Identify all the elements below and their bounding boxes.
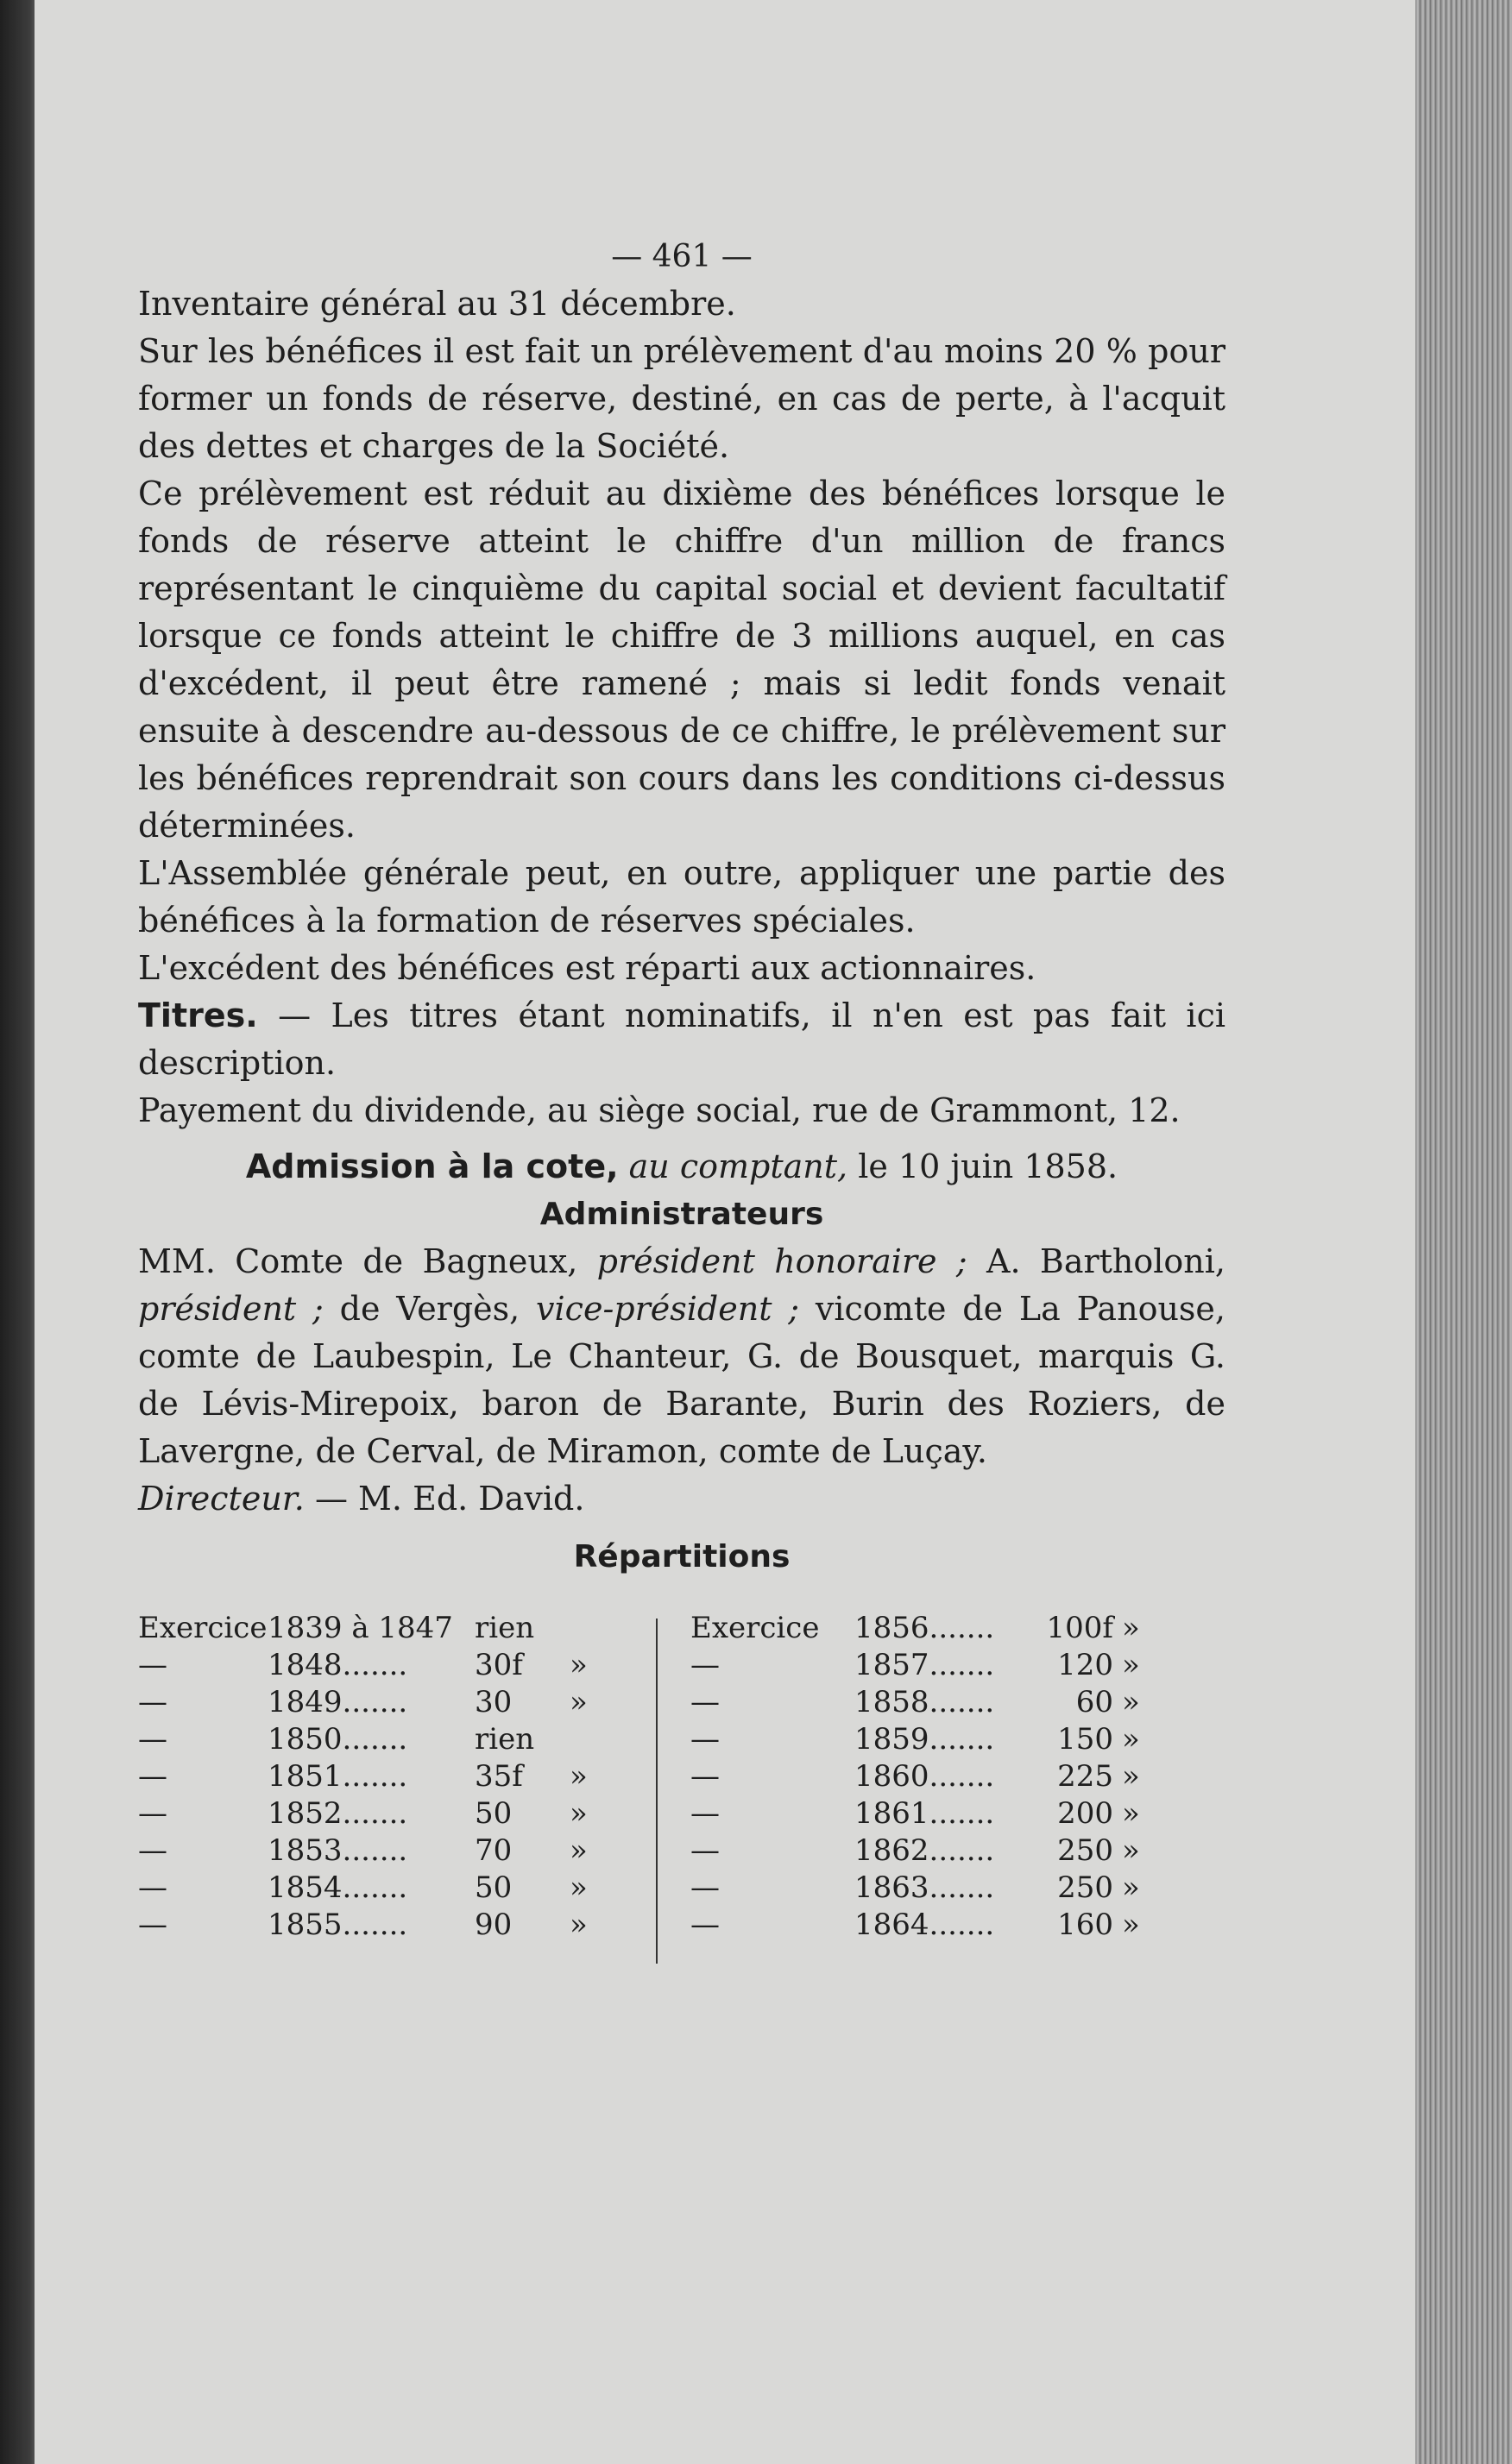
row-year: 1860....... — [854, 1759, 995, 1794]
repartition-row — [690, 1795, 1208, 1832]
repartition-row — [690, 1832, 1208, 1870]
row-year: 1851....... — [268, 1759, 408, 1794]
row-value: 160 — [1057, 1908, 1113, 1942]
row-label: — — [138, 1648, 167, 1682]
page-content — [138, 233, 1225, 1972]
row-label: — — [690, 1870, 720, 1905]
repartition-row — [138, 1684, 656, 1721]
row-value: 150 — [1057, 1722, 1113, 1757]
row-unit: » — [570, 1833, 588, 1868]
row-unit: » — [1122, 1796, 1140, 1831]
row-label: — — [690, 1759, 720, 1794]
row-unit: » — [570, 1870, 588, 1905]
row-unit: » — [570, 1759, 588, 1794]
row-unit: » — [1122, 1685, 1140, 1719]
admin-part-1: MM. Comte de Bagneux, — [138, 1242, 597, 1280]
row-year: 1856....... — [854, 1611, 995, 1645]
row-value: rien — [475, 1611, 535, 1645]
titres-text: — Les titres étant nominatifs, il n'en est pas fait ici description. — [138, 996, 1225, 1082]
admin-role-1: président honoraire ; — [596, 1242, 967, 1280]
row-year: 1852....... — [268, 1796, 408, 1831]
row-unit: » — [570, 1685, 588, 1719]
paragraph-prelevement: Sur les bénéfices il est fait un prélèvement d'au moins 20 % pour former un fonds de réserve, destiné, en cas de perte, à l'acquit des dettes et charges de la Société. — [138, 332, 1225, 465]
row-label: — — [138, 1722, 167, 1757]
admission-line — [138, 1143, 1225, 1191]
titres-label: Titres. — [138, 996, 258, 1034]
repartitions-right-column — [690, 1610, 1208, 1944]
row-value: 70 — [475, 1833, 513, 1868]
row-unit: » — [1122, 1648, 1140, 1682]
row-year: 1849....... — [268, 1685, 408, 1719]
row-label: — — [690, 1908, 720, 1942]
row-value: 90 — [475, 1908, 513, 1942]
admin-part-3: de Vergès, — [323, 1290, 537, 1328]
repartitions-heading: Répartitions — [573, 1539, 791, 1575]
repartition-row — [138, 1870, 656, 1907]
admission-rest: le 10 juin 1858. — [858, 1147, 1118, 1185]
directeur-label: Directeur. — [138, 1480, 305, 1518]
row-value: 200 — [1057, 1796, 1113, 1831]
row-value: 50 — [475, 1870, 513, 1905]
paragraph-administrateurs — [138, 1238, 1225, 1475]
paragraph-titres — [138, 992, 1225, 1087]
directeur-text: — M. Ed. David. — [304, 1480, 585, 1518]
admission-italic: au comptant, — [628, 1147, 848, 1185]
repartition-row — [690, 1647, 1208, 1684]
page-number: — 461 — — [611, 239, 753, 274]
paragraph-assemblee: L'Assemblée générale peut, en outre, appliquer une partie des bénéfices à la formation de réserves spéciales. — [138, 854, 1225, 940]
paragraph-directeur — [138, 1475, 1225, 1523]
row-label: — — [138, 1759, 167, 1794]
row-label: — — [690, 1685, 720, 1719]
row-year: 1861....... — [854, 1796, 995, 1831]
row-value: 30 — [475, 1685, 513, 1719]
row-label: — — [138, 1870, 167, 1905]
repartition-row — [690, 1907, 1208, 1944]
repartition-row — [138, 1721, 656, 1758]
repartitions-left-column — [138, 1610, 656, 1944]
repartition-row — [690, 1721, 1208, 1758]
repartition-row — [138, 1795, 656, 1832]
row-year: 1857....... — [854, 1648, 995, 1682]
repartition-row — [138, 1647, 656, 1684]
repartition-row — [138, 1610, 656, 1647]
row-label: — — [138, 1685, 167, 1719]
row-value: 120 — [1057, 1648, 1113, 1682]
row-label: Exercice — [690, 1611, 820, 1645]
row-value: 60 — [1075, 1685, 1113, 1719]
admin-role-3: vice-président ; — [536, 1290, 800, 1328]
repartition-row — [690, 1870, 1208, 1907]
row-year: 1855....... — [268, 1908, 408, 1942]
repartition-row — [138, 1907, 656, 1944]
row-year: 1864....... — [854, 1908, 995, 1942]
row-label: — — [690, 1833, 720, 1868]
row-unit: » — [1122, 1759, 1140, 1794]
row-value: 250 — [1057, 1833, 1113, 1868]
row-year: 1850....... — [268, 1722, 408, 1757]
repartition-row — [690, 1610, 1208, 1647]
row-year: 1858....... — [854, 1685, 995, 1719]
row-value: 35f — [475, 1759, 523, 1794]
row-unit: » — [570, 1648, 588, 1682]
row-year: 1854....... — [268, 1870, 408, 1905]
row-value: rien — [475, 1722, 535, 1757]
paragraph-payement: Payement du dividende, au siège social, rue de Grammont, 12. — [138, 1091, 1181, 1129]
row-year: 1863....... — [854, 1870, 995, 1905]
row-year: 1839 à 1847 — [268, 1611, 453, 1645]
row-unit: » — [1122, 1908, 1140, 1942]
paragraph-inventaire: Inventaire général au 31 décembre. — [138, 285, 736, 323]
row-unit: » — [570, 1796, 588, 1831]
row-year: 1862....... — [854, 1833, 995, 1868]
row-label: — — [690, 1796, 720, 1831]
row-unit: » — [570, 1908, 588, 1942]
row-year: 1848....... — [268, 1648, 408, 1682]
row-label: — — [138, 1796, 167, 1831]
row-value: 100f — [1046, 1611, 1113, 1645]
row-value: 250 — [1057, 1870, 1113, 1905]
row-label: — — [138, 1908, 167, 1942]
row-unit: » — [1122, 1833, 1140, 1868]
administrateurs-heading: Administrateurs — [539, 1197, 824, 1232]
row-value: 50 — [475, 1796, 513, 1831]
row-unit: » — [1122, 1870, 1140, 1905]
admin-part-2: A. Bartholoni, — [967, 1242, 1225, 1280]
page-stack-edge — [1415, 0, 1512, 2464]
row-label: — — [690, 1722, 720, 1757]
row-unit: » — [1122, 1611, 1140, 1645]
admission-bold: Admission à la cote, — [245, 1147, 619, 1185]
repartition-row — [690, 1758, 1208, 1795]
row-unit: » — [1122, 1722, 1140, 1757]
admin-role-2: président ; — [138, 1290, 324, 1328]
row-year: 1853....... — [268, 1833, 408, 1868]
row-label: — — [690, 1648, 720, 1682]
column-divider — [656, 1619, 658, 1964]
row-value: 30f — [475, 1648, 523, 1682]
row-label: — — [138, 1833, 167, 1868]
repartition-row — [138, 1758, 656, 1795]
admin-part-4: vicomte de La Panouse, comte de Laubespin, Le Chanteur, G. de Bousquet, marquis G. de Lévis-Mirepoix, baron de Barante, Burin des Roziers, de Lavergne, de Cerval, de Miramon, comte de Luçay. — [138, 1290, 1225, 1470]
repartition-row — [138, 1832, 656, 1870]
row-value: 225 — [1057, 1759, 1113, 1794]
row-year: 1859....... — [854, 1722, 995, 1757]
paragraph-reserve: Ce prélèvement est réduit au dixième des bénéfices lorsque le fonds de réserve atteint le chiffre d'un million de francs représentant le cinquième du capital social et devient facultatif lorsque ce fonds atteint le chiffre de 3 millions auquel, en cas d'excédent, il peut être ramené ; mais si ledit fonds venait ensuite à descendre au-dessous de ce chiffre, le prélèvement sur les bénéfices reprendrait son cours dans les conditions ci-dessus déterminées. — [138, 475, 1225, 845]
row-label: Exercice — [138, 1611, 268, 1645]
repartition-row — [690, 1684, 1208, 1721]
paragraph-excedent: L'excédent des bénéfices est réparti aux actionnaires. — [138, 949, 1036, 987]
repartitions-table — [138, 1610, 1225, 1972]
